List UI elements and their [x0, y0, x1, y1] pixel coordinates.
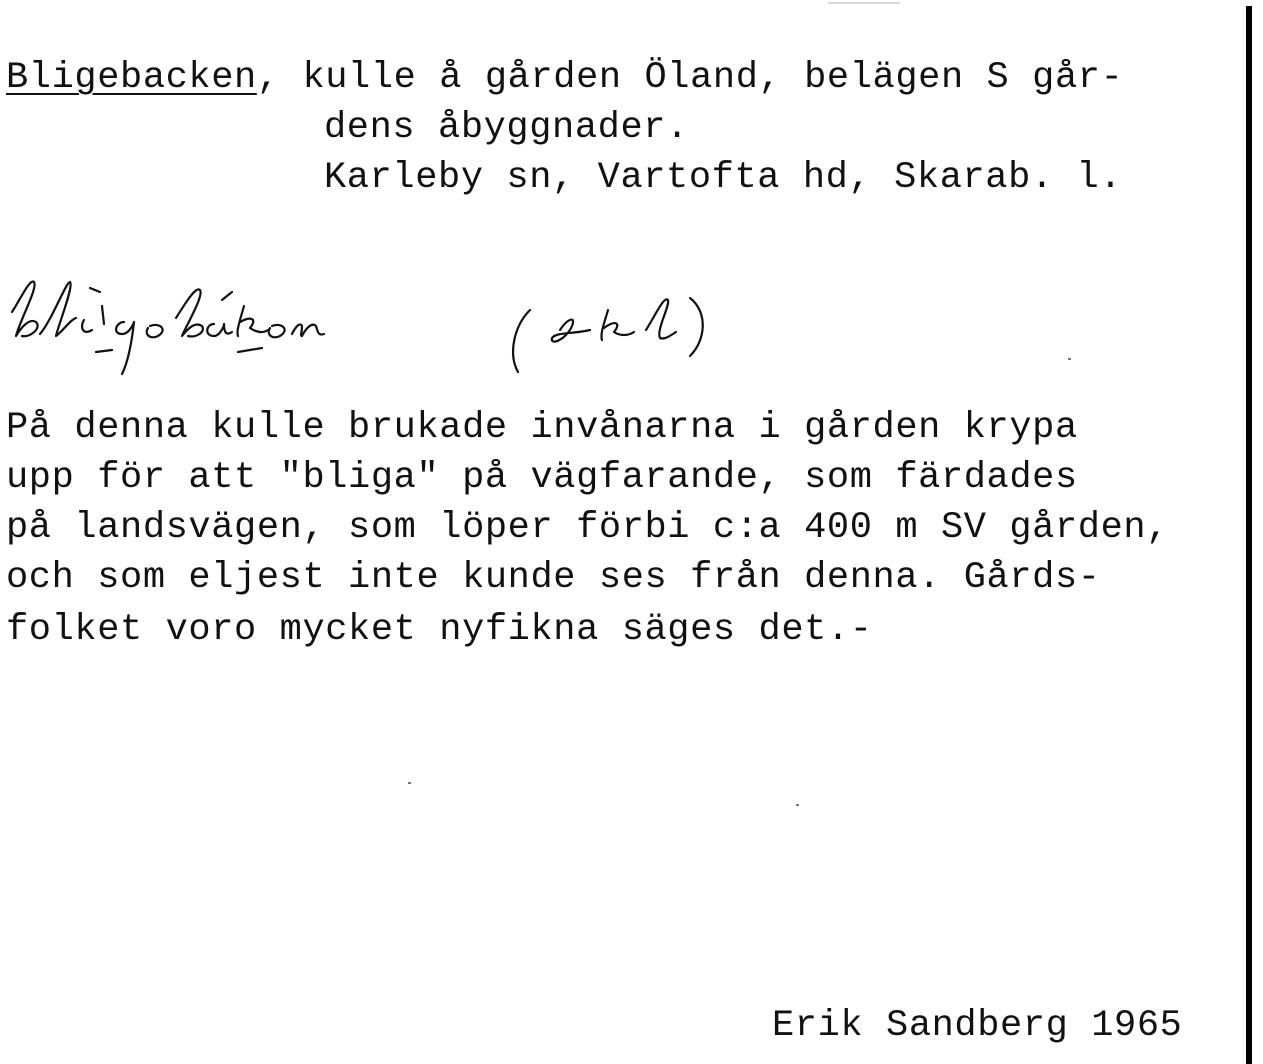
card-edge-line [1246, 6, 1252, 1064]
scan-speck [1068, 358, 1071, 360]
location-line: Karleby sn, Vartofta hd, Skarab. l. [324, 157, 1123, 199]
handwritten-pronunciation [0, 270, 730, 390]
signature: Erik Sandberg 1965 [772, 1005, 1183, 1047]
headword-line [6, 57, 1124, 99]
scan-artifact [828, 2, 900, 4]
headword-description: , kulle å gården Öland, belägen S går- [256, 57, 1124, 99]
scan-speck [408, 782, 411, 784]
body-line-3: på landsvägen, som löper förbi c:a 400 m SV gården, [6, 507, 1169, 549]
description-continuation-1: dens åbyggnader. [324, 107, 689, 149]
headword: Bligebacken [6, 57, 257, 99]
body-line-4: och som eljest inte kunde ses från denna. Gårds- [6, 557, 1101, 599]
body-line-1: På denna kulle brukade invånarna i gården krypa [6, 407, 1078, 449]
body-line-2: upp för att "bliga" på vägfarande, som färdades [6, 457, 1078, 499]
body-line-5: folket voro mycket nyfikna säges det.- [6, 609, 873, 651]
scan-speck [796, 804, 799, 806]
